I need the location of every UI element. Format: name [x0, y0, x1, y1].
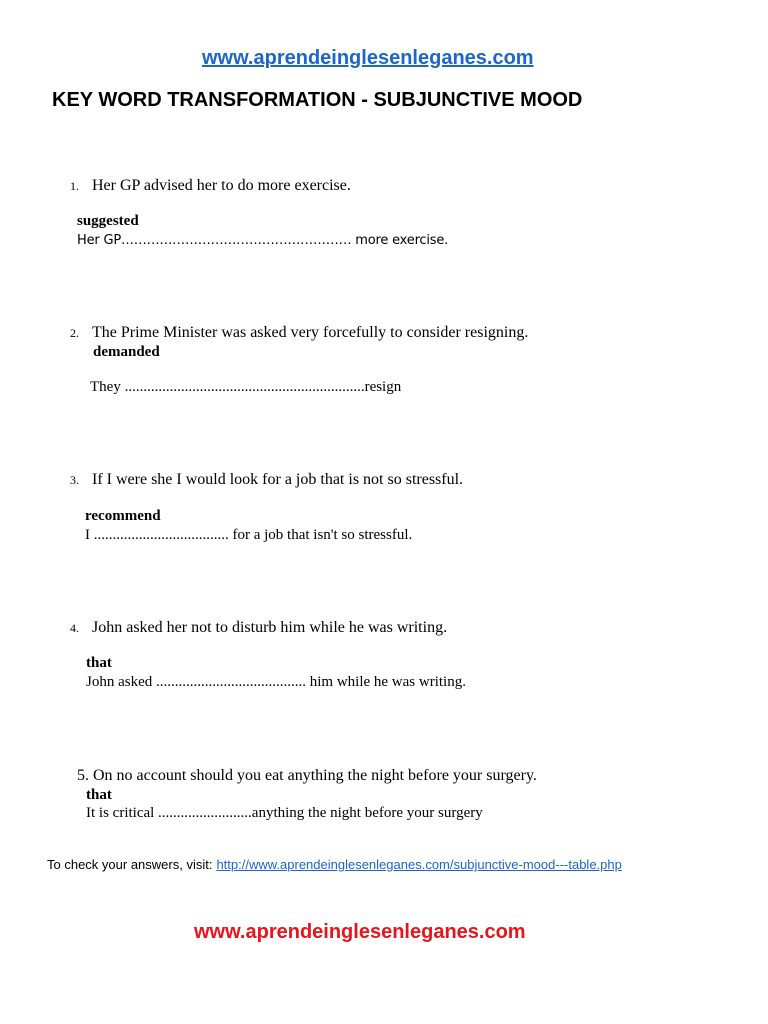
keyword-3: recommend [85, 508, 161, 524]
question-2 [70, 324, 528, 342]
check-answers-line [47, 857, 622, 872]
keyword-1: suggested [77, 213, 139, 229]
question-number: 4. [70, 621, 79, 635]
answers-link[interactable]: http://www.aprendeinglesenleganes.com/subjunctive-mood---table.php [216, 857, 622, 872]
question-number: 3. [70, 473, 79, 487]
answer-prompt-5: It is critical .........................anything the night before your surgery [86, 805, 483, 821]
question-sentence: If I were she I would look for a job that is not so stressful. [92, 471, 464, 488]
bottom-site-link[interactable]: www.aprendeinglesenleganes.com [194, 921, 526, 943]
question-number: 1. [70, 179, 79, 193]
answer-prompt-3: I .................................... for a job that isn't so stressful. [85, 527, 413, 543]
question-1 [70, 177, 351, 195]
keyword-2: demanded [93, 344, 160, 360]
top-site-link[interactable]: www.aprendeinglesenleganes.com [202, 47, 534, 69]
question-sentence: Her GP advised her to do more exercise. [92, 177, 351, 194]
question-number: 2. [70, 326, 79, 340]
answer-prompt-2: They ................................................................resign [90, 379, 402, 395]
question-4 [70, 619, 447, 637]
question-3 [70, 471, 463, 489]
answer-prompt-1: Her GP……………………………………………… more exercise. [77, 233, 449, 248]
keyword-5: that [86, 787, 112, 803]
question-5: 5. On no account should you eat anything the night before your surgery. [77, 767, 537, 784]
keyword-4: that [86, 655, 112, 671]
check-answers-text: To check your answers, visit: [47, 857, 213, 872]
answer-prompt-4: John asked ........................................ him while he was writing. [86, 674, 466, 690]
page-title: KEY WORD TRANSFORMATION - SUBJUNCTIVE MOOD [52, 89, 583, 111]
question-sentence: The Prime Minister was asked very forcefully to consider resigning. [92, 324, 529, 341]
question-sentence: John asked her not to disturb him while he was writing. [92, 619, 448, 636]
